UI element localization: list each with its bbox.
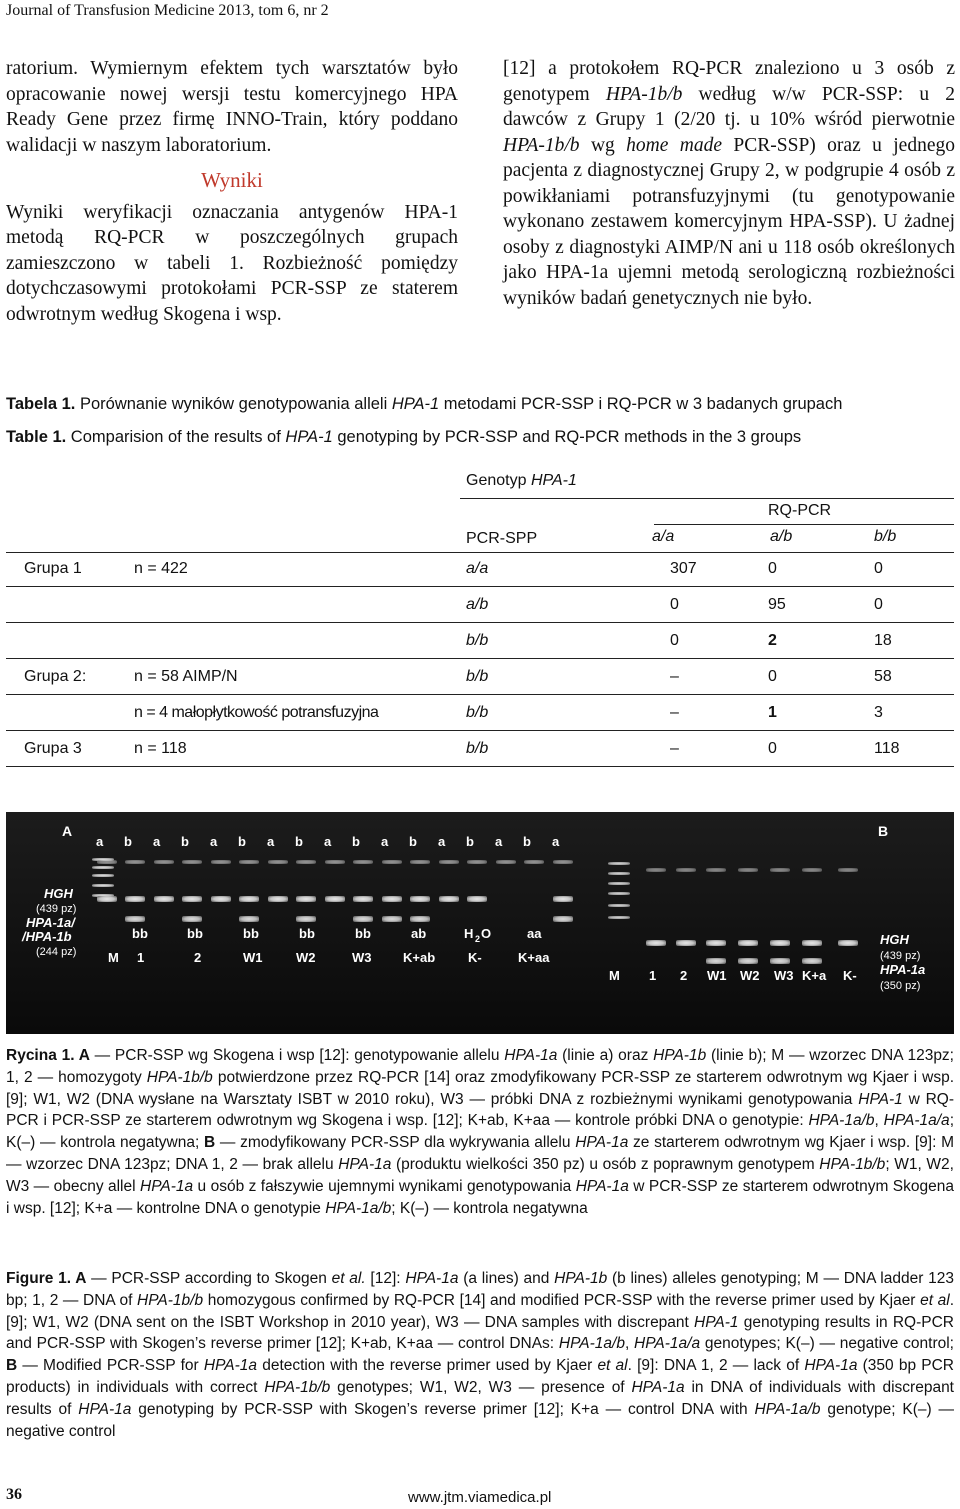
- gel-background: [6, 812, 954, 1034]
- gel-band: [608, 872, 630, 875]
- lane-top-label: a: [96, 834, 104, 849]
- table-caption-en: Table 1. Comparision of the results of HPA-1 genotyping by PCR-SSP and RQ-PCR methods in the 3 groups: [6, 428, 802, 446]
- lane-name-label: M: [108, 950, 119, 965]
- genotype-label: aa: [527, 926, 542, 941]
- col-header-bb: b/b: [874, 528, 897, 545]
- gel-band: [608, 916, 630, 919]
- lane-top-label: b: [523, 834, 531, 849]
- right-column: [503, 56, 955, 311]
- lane-top-label: a: [552, 834, 560, 849]
- hgh-size-label: (439 pz): [36, 903, 77, 915]
- lane-top-label: b: [238, 834, 246, 849]
- gel-band: [211, 860, 231, 864]
- gel-band: [838, 868, 858, 872]
- gel-band: [608, 862, 630, 865]
- hgh-size-label-b: (439 pz): [880, 950, 921, 962]
- journal-url[interactable]: www.jtm.viamedica.pl: [408, 1489, 552, 1506]
- body-paragraph: [12] a protokołem RQ-PCR znaleziono u 3 osób z genotypem HPA-1b/b według w/w PCR-SSP: u 2 dawców z Grupy 1 (2/20 tj. u 10% wśród pierwotnie HPA-1b/b wg home made PCR-SSP) oraz u jednego pacjenta z diagnostycznej Grupy 2, w podgrupie 4 osób z powikłaniami potransfuzyjnymi (tu genotypowanie wykonano zestawem komercyjnym HPA-SSP). U żadnej osoby z diagnostyki AIMP/N ani u 118 osób określonych jako HPA-1a ujemni metodą serologiczną rozbieżności wyników badań genetycznych nie było.: [503, 58, 955, 309]
- table-cell-n: n = 118: [134, 740, 187, 757]
- gel-band: [410, 916, 430, 922]
- lane-top-label: a: [381, 834, 389, 849]
- gel-band: [410, 896, 430, 902]
- lane-top-label: a: [267, 834, 275, 849]
- genotype-label: bb: [187, 926, 203, 941]
- figure-caption-pl: Rycina 1. A — PCR-SSP wg Skogena i wsp [12]: genotypowanie allelu HPA-1a (linie a) oraz HPA-1b (linie b); M — wzorzec DNA 123pz; 1, 2 — homozygoty HPA-1b/b potwierdzone przez RQ-PCR [14] oraz zmodyfikowany PCR-SSP ze starterem odwrotnym wg Kjaer i wsp. [9]; W1, W2 (DNA wysłane na Warsztaty ISBT w 2010 roku), W3 — próbki DNA z rozbieżnymi wynikami genotypowania HPA-1 w RQ-PCR i PCR-SSP ze starterem odwrotnym wg Skogena i wsp. [12]; K+ab, K+aa — kontrole próbki DNA o genotypie: HPA-1a/b, HPA-1a/a; K(–) — kontrola negatywna; B — zmodyfikowany PCR-SSP dla wykrywania allelu HPA-1a ze starterem odwrotnym wg Kjaer i wsp. [9]: M — wzorzec DNA 123pz; DNA 1, 2 — brak allelu HPA-1a (produktu wielkości 350 pz) u osób z poprawnym genotypem HPA-1b/b; W1, W2, W3 — obecny allel HPA-1a u osób z fałszywie ujemnymi wynikami genotypowania HPA-1a w PCR-SSP ze starterem odwrotnym Skogena i wsp. [12]; K+a — kontrolne DNA o genotypie HPA-1a/b; K(–) — kontrola negatywna: [6, 1047, 955, 1217]
- hpa1a-label-b: HPA-1a: [880, 962, 926, 977]
- gel-band: [382, 896, 402, 902]
- table-cell-pcr: a/b: [466, 596, 489, 613]
- gel-band: [738, 868, 758, 872]
- gel-band: [182, 916, 202, 922]
- panel-label-b: B: [878, 823, 889, 839]
- table-rule: [6, 730, 954, 731]
- gel-band: [838, 940, 858, 946]
- gel-band: [770, 940, 790, 946]
- gel-band: [382, 860, 402, 864]
- gel-electrophoresis-figure: [6, 812, 954, 1034]
- hpa1a-size-label-b: (350 pz): [880, 980, 921, 992]
- gel-band: [125, 896, 145, 902]
- table-cell-ab: 0: [768, 560, 777, 577]
- water-subscript: 2: [475, 934, 481, 944]
- table-cell-bb: 0: [874, 560, 883, 577]
- lane-name-label: M: [609, 968, 620, 983]
- gel-band: [296, 860, 316, 864]
- gel-band: [182, 896, 202, 902]
- table-rule: [654, 524, 954, 525]
- gel-band: [770, 958, 790, 964]
- genotype-header: Genotyp HPA-1: [466, 472, 577, 489]
- lane-top-label: b: [295, 834, 303, 849]
- figure-caption-en: Figure 1. A — PCR-SSP according to Skogen et al. [12]: HPA-1a (a lines) and HPA-1b (b lines) alleles genotyping; M — DNA ladder 123 bp; 1, 2 — DNA of HPA-1b/b homozygous confirmed by RQ-PCR [14] and modified PCR-SSP with the reverse primer used by Kjaer et al. [9]; W1, W2 (DNA sent on the ISBT Workshop in 2010 year), W3 — DNA samples with discrepant HPA-1 genotyping results in RQ-PCR and PCR-SSP with Skogen’s reverse primer [12]; K+ab, K+aa — control DNAs: HPA-1a/b, HPA-1a/a genotypes; K(–) — negative control; B — Modified PCR-SSP for HPA-1a detection with the reverse primer used by Kjaer et al. [9]: DNA 1, 2 — lack of HPA-1a (350 bp PCR products) in individuals with correct HPA-1b/b genotypes; W1, W2, W3 — presence of HPA-1a in DNA of individuals with discrepant results of HPA-1a genotyping by PCR-SSP with Skogen’s reverse primer [12]; K+a — control DNA with HPA-1a/b genotype; K(–) — negative control: [6, 1270, 954, 1440]
- gel-band: [496, 860, 516, 864]
- running-head: Journal of Transfusion Medicine 2013, tom 6, nr 2: [6, 2, 329, 19]
- gel-band: [268, 860, 288, 864]
- table-cell-n: n = 58 AIMP/N: [134, 668, 238, 685]
- lane-name-label: K-: [468, 950, 482, 965]
- table-rule: [6, 694, 954, 695]
- gel-band: [608, 904, 630, 907]
- genotype-label: bb: [132, 926, 148, 941]
- lane-name-label: K+aa: [518, 950, 550, 965]
- lane-name-label: 1: [137, 950, 145, 965]
- gel-band: [467, 860, 487, 864]
- genotype-label: bb: [355, 926, 371, 941]
- hpa-ab-size-label: (244 pz): [36, 946, 77, 958]
- gel-band: [524, 860, 544, 864]
- gel-band: [239, 896, 259, 902]
- table-cell-pcr: b/b: [466, 740, 489, 757]
- table-cell-group: Grupa 3: [24, 740, 82, 757]
- table-cell-aa: 0: [670, 632, 679, 649]
- gel-band: [92, 866, 114, 869]
- table-cell-ab: 0: [768, 668, 777, 685]
- gel-band: [608, 882, 630, 885]
- gel-band: [553, 896, 573, 902]
- gel-band: [382, 916, 402, 922]
- gel-band: [97, 860, 117, 864]
- lane-top-label: a: [210, 834, 218, 849]
- gel-band: [154, 860, 174, 864]
- gel-band: [97, 896, 117, 902]
- table-cell-n: n = 422: [134, 560, 188, 577]
- table-cell-bb: 118: [874, 740, 900, 757]
- gel-band: [706, 940, 726, 946]
- hpa-ab-label: /HPA-1b: [22, 929, 72, 944]
- lane-name-label: W2: [296, 950, 316, 965]
- gel-band: [802, 940, 822, 946]
- table-rule: [6, 658, 954, 659]
- lane-top-label: a: [153, 834, 161, 849]
- lane-top-label: a: [324, 834, 332, 849]
- table-cell-pcr: b/b: [466, 668, 489, 685]
- lane-name-label: W1: [243, 950, 263, 965]
- table-cell-bb: 18: [874, 632, 892, 649]
- gel-band: [353, 860, 373, 864]
- gel-band: [211, 896, 231, 902]
- water-label-o: O: [481, 926, 492, 941]
- lane-top-label: b: [409, 834, 417, 849]
- gel-band: [646, 868, 666, 872]
- table-cell-aa: 307: [670, 560, 697, 577]
- gel-band: [239, 860, 259, 864]
- col-header-ab: a/b: [770, 528, 793, 545]
- gel-band: [92, 884, 114, 887]
- col-header-aa: a/a: [652, 528, 675, 545]
- gel-band: [296, 916, 316, 922]
- hgh-label: HGH: [44, 886, 73, 901]
- gel-band: [353, 916, 373, 922]
- lane-name-label: W3: [352, 950, 372, 965]
- gel-band: [802, 868, 822, 872]
- genotype-label: bb: [299, 926, 315, 941]
- genotype-label: H: [464, 926, 474, 941]
- gel-band: [125, 916, 145, 922]
- gel-band: [706, 868, 726, 872]
- genotype-label: ab: [411, 926, 427, 941]
- table-rule: [6, 622, 954, 623]
- body-paragraph: Wyniki weryfikacji oznaczania antygenów HPA-1 metodą RQ-PCR w poszczególnych grupach zamieszczono w tabeli 1. Rozbieżność pomiędzy dotychczasowymi protokołami PCR-SSP ze staterem odwrotnym według Skogena i wsp.: [6, 201, 458, 325]
- lane-top-label: b: [124, 834, 132, 849]
- lane-name-label: W1: [707, 968, 727, 983]
- gel-band: [325, 896, 345, 902]
- panel-label-a: A: [62, 823, 73, 839]
- table-rule: [6, 552, 954, 553]
- table-cell-bb: 3: [874, 704, 883, 721]
- gel-band: [325, 860, 345, 864]
- gel-band: [676, 940, 696, 946]
- gel-band: [125, 860, 145, 864]
- lane-top-label: a: [495, 834, 503, 849]
- section-heading: Wyniki: [201, 168, 263, 192]
- left-column: [6, 56, 458, 327]
- gel-band: [770, 868, 790, 872]
- body-paragraph: ratorium. Wymiernym efektem tych warsztatów było opracowanie nowej wersji testu komercyjnego HPA Ready Gene przez firmę INNO-Train, który poddano walidacji w naszym laboratorium.: [6, 58, 458, 156]
- gel-band: [154, 896, 174, 902]
- table-cell-aa: 0: [670, 596, 679, 613]
- hpa-ab-label: HPA-1a/: [26, 915, 75, 930]
- gel-band: [608, 892, 630, 895]
- gel-band: [92, 874, 114, 877]
- table-cell-ab: 95: [768, 596, 786, 613]
- table-cell-bb: 58: [874, 668, 892, 685]
- gel-band: [296, 896, 316, 902]
- table-rule: [460, 498, 954, 499]
- gel-band: [439, 896, 459, 902]
- gel-band: [646, 940, 666, 946]
- lane-name-label: 2: [680, 968, 688, 983]
- pcr-spp-header: PCR-SPP: [466, 530, 538, 547]
- lane-name-label: 1: [649, 968, 657, 983]
- table-cell-ab: 2: [768, 632, 777, 649]
- table-cell-aa: –: [670, 740, 679, 757]
- lane-name-label: W3: [774, 968, 794, 983]
- gel-band: [410, 860, 430, 864]
- table-cell-aa: –: [670, 668, 679, 685]
- lane-name-label: 2: [194, 950, 202, 965]
- gel-band: [182, 860, 202, 864]
- lane-name-label: K+ab: [403, 950, 436, 965]
- table-cell-ab: 0: [768, 740, 777, 757]
- lane-top-label: b: [466, 834, 474, 849]
- table-cell-group: Grupa 1: [24, 560, 82, 577]
- gel-band: [553, 860, 573, 864]
- table-cell-pcr: b/b: [466, 632, 489, 649]
- gel-band: [738, 958, 758, 964]
- table-cell-pcr: a/a: [466, 560, 489, 577]
- page-number: 36: [6, 1486, 22, 1503]
- table-cell-ab: 1: [768, 704, 777, 721]
- table-caption-pl: Tabela 1. Porównanie wyników genotypowania alleli HPA-1 metodami PCR-SSP i RQ-PCR w 3 badanych grupach: [6, 395, 843, 413]
- table-cell-pcr: b/b: [466, 704, 489, 721]
- rqpcr-header: RQ-PCR: [768, 502, 832, 519]
- table-cell-aa: –: [670, 704, 679, 721]
- table-cell-bb: 0: [874, 596, 883, 613]
- lane-top-label: b: [181, 834, 189, 849]
- lane-name-label: W2: [740, 968, 760, 983]
- lane-name-label: K+a: [802, 968, 827, 983]
- gel-band: [676, 868, 696, 872]
- genotype-label: bb: [243, 926, 259, 941]
- gel-band: [439, 860, 459, 864]
- gel-band: [353, 896, 373, 902]
- lane-name-label: K-: [843, 968, 857, 983]
- table-cell-group: Grupa 2:: [24, 668, 87, 685]
- table-rule: [6, 586, 954, 587]
- gel-band: [738, 940, 758, 946]
- lane-top-label: b: [352, 834, 360, 849]
- gel-band: [467, 896, 487, 902]
- gel-band: [706, 958, 726, 964]
- gel-band: [239, 916, 259, 922]
- gel-band: [802, 958, 822, 964]
- gel-band: [268, 896, 288, 902]
- table-cell-n: n = 4 małopłytkowość potransfuzyjna: [134, 704, 379, 721]
- hgh-label-b: HGH: [880, 932, 909, 947]
- gel-band: [553, 916, 573, 922]
- table-rule: [6, 766, 954, 767]
- lane-top-label: a: [438, 834, 446, 849]
